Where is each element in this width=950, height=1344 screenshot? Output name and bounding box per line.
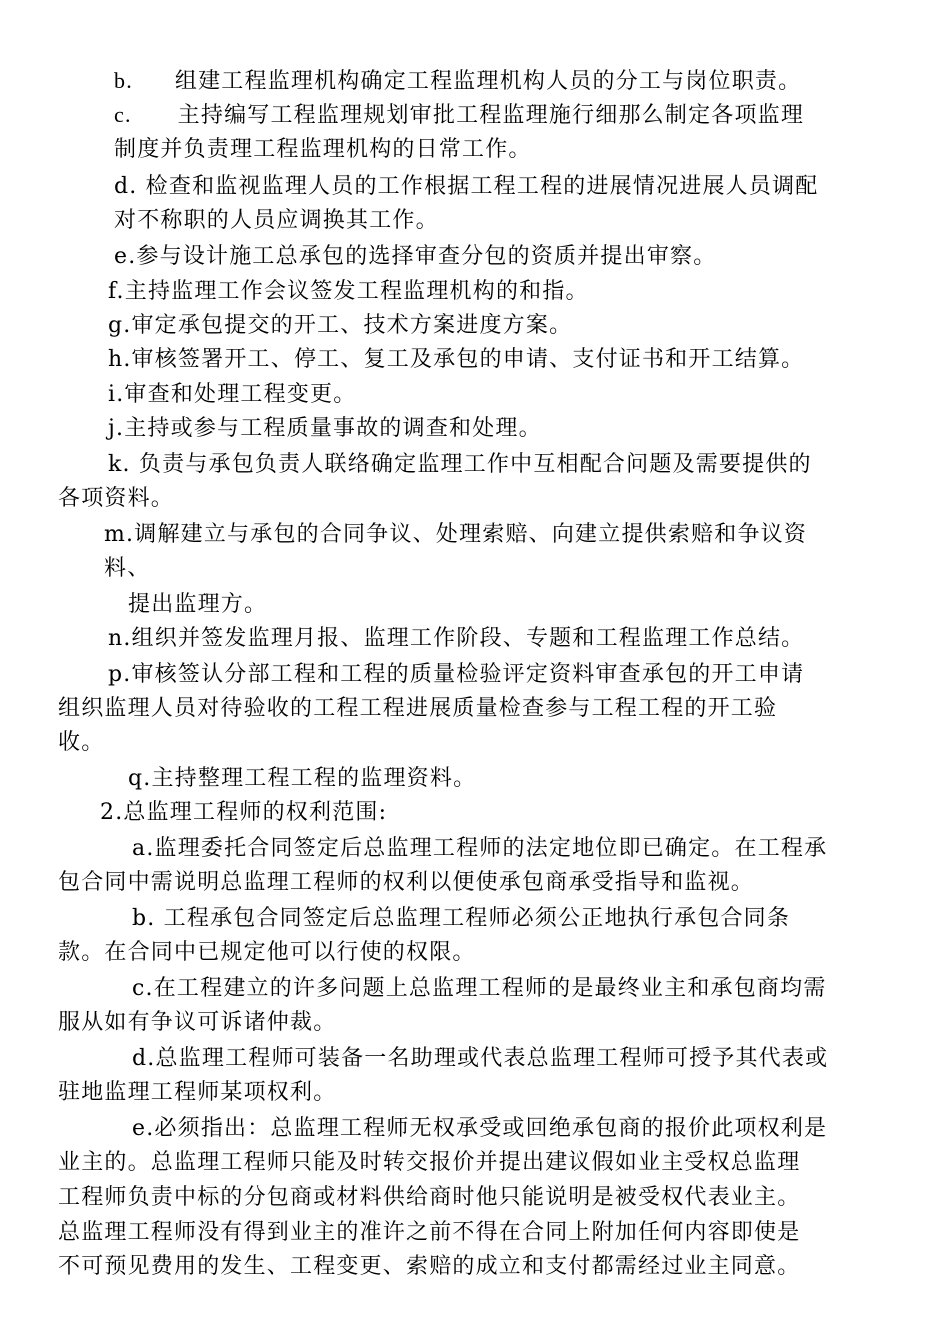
duty-item-e: e.参与设计施工总承包的选择审查分包的资质并提出审察。: [114, 244, 717, 269]
duty-item-p: p.审核签认分部工程和工程的质量检验评定资料审查承包的开工申请: [108, 662, 805, 687]
power-item-e-cont: 业主的。总监理工程师只能及时转交报价并提出建议假如业主受权总监理: [58, 1150, 801, 1175]
duty-item-q: q.主持整理工程工程的监理资料。: [128, 766, 477, 791]
item-marker: b.: [114, 68, 133, 93]
item-marker: c.: [114, 102, 132, 127]
power-item-e-cont4: 不可预见费用的发生、工程变更、索赔的成立和支付都需经过业主同意。: [58, 1254, 801, 1279]
duty-item-d: d. 检查和监视监理人员的工作根据工程工程的进展情况进展人员调配: [114, 174, 819, 199]
duty-item-p-cont: 组织监理人员对待验收的工程工程进展质量检查参与工程工程的开工验: [58, 696, 778, 721]
duty-item-f: f.主持监理工作会议签发工程监理机构的和指。: [108, 279, 589, 304]
duty-item-n: n.组织并签发监理月报、监理工作阶段、专题和工程监理工作总结。: [108, 626, 805, 651]
power-item-a-cont: 包合同中需说明总监理工程师的权利以便使承包商承受指导和监视。: [58, 870, 755, 895]
section-heading-2: 2.总监理工程师的权利范围:: [100, 800, 388, 825]
duty-item-m: m.调解建立与承包的合同争议、处理索赔、向建立提供索赔和争议资: [104, 522, 808, 547]
duty-item-c: [114, 98, 804, 132]
item-text: 组建工程监理机构确定工程监理机构人员的分工与岗位职责。: [174, 69, 802, 94]
duty-item-h: h.审核签署开工、停工、复工及承包的申请、支付证书和开工结算。: [108, 347, 805, 372]
duty-item-k: k. 负责与承包负责人联络确定监理工作中互相配合问题及需要提供的: [108, 452, 812, 477]
item-text: 主持编写工程监理规划审批工程监理施行细那么制定各项监理: [177, 103, 805, 128]
power-item-b-cont: 款。在合同中已规定他可以行使的权限。: [58, 940, 476, 965]
duty-item-i: i.审查和处理工程变更。: [108, 382, 357, 407]
power-item-c: c.在工程建立的许多问题上总监理工程师的是最终业主和承包商均需: [132, 976, 827, 1001]
power-item-c-cont: 服从如有争议可诉诸仲裁。: [58, 1010, 337, 1035]
duty-item-k-cont: 各项资料。: [58, 486, 175, 511]
duty-item-c-cont: 制度并负责理工程监理机构的日常工作。: [114, 137, 532, 162]
power-item-a: a.监理委托合同签定后总监理工程师的法定地位即已确定。在工程承: [132, 836, 828, 861]
power-item-d: d.总监理工程师可装备一名助理或代表总监理工程师可授予其代表或: [132, 1046, 829, 1071]
duty-item-p-cont2: 收。: [58, 730, 105, 755]
duty-item-m-cont: 料、: [104, 556, 151, 581]
power-item-e-cont3: 总监理工程师没有得到业主的准许之前不得在合同上附加任何内容即使是: [58, 1220, 801, 1245]
power-item-e-cont2: 工程师负责中标的分包商或材料供给商时他只能说明是被受权代表业主。: [58, 1185, 801, 1210]
duty-item-g: g.审定承包提交的开工、技术方案进度方案。: [108, 313, 573, 338]
duty-item-b: [114, 64, 801, 98]
duty-item-m-cont2: 提出监理方。: [128, 592, 268, 617]
power-item-b: b. 工程承包合同签定后总监理工程师必须公正地执行承包合同条: [132, 906, 791, 931]
duty-item-d-cont: 对不称职的人员应调换其工作。: [114, 208, 439, 233]
power-item-d-cont: 驻地监理工程师某项权利。: [58, 1080, 337, 1105]
duty-item-j: j.主持或参与工程质量事故的调查和处理。: [108, 416, 542, 441]
power-item-e: e.必须指出：总监理工程师无权承受或回绝承包商的报价此项权利是: [132, 1116, 828, 1141]
